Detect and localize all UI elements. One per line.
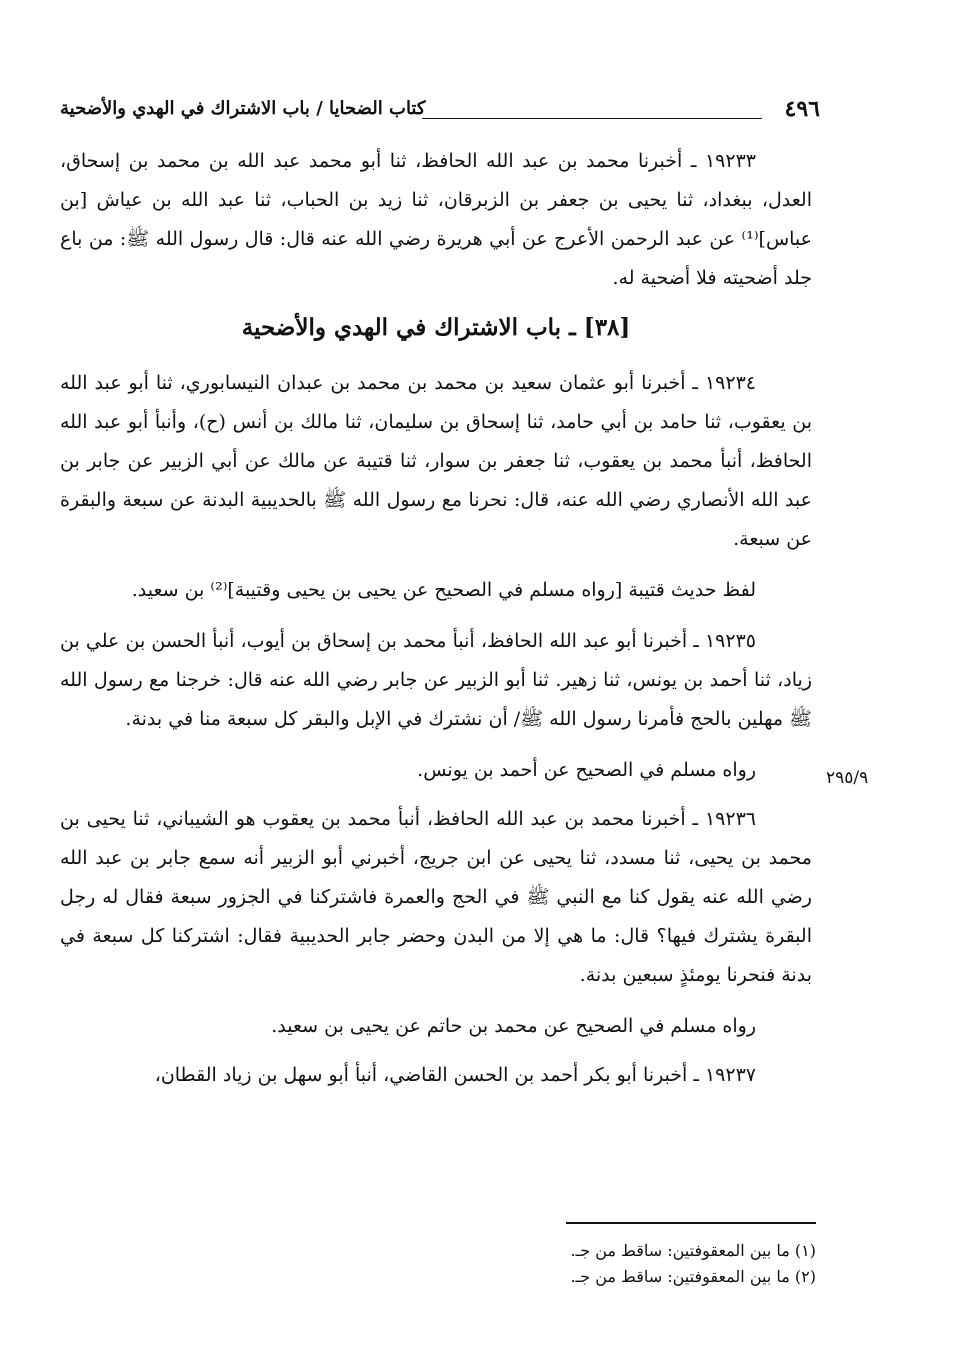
hadith-19234: ١٩٢٣٤ ـ أخبرنا أبو عثمان سعيد بن محمد بن محمد بن عبدان النيسابوري، ثنا أبو عبد الله بن يعقوب، ثنا حامد بن أبي حامد، ثنا إسحاق بن سليمان، ثنا مالك بن أنس (ح)، وأنبأ أبو عبد الله الحافظ، أنبأ محمد بن يعقوب، ثنا جعفر بن سوار، ثنا قتيبة عن مالك عن أبي الزبير عن جابر بن عبد الله الأنصاري رضي الله عنه، قال: نحرنا مع رسول الله ﷺ بالحديبية البدنة عن سبعة والبقرة عن سبعة. (60, 372, 812, 550)
hadith-19233: ١٩٢٣٣ ـ أخبرنا محمد بن عبد الله الحافظ، ثنا أبو محمد عبد الله بن محمد بن إسحاق، العدل، ببغداد، ثنا يحيى بن جعفر بن الزبرقان، ثنا زيد بن الحباب، ثنا عبد الله بن عياش [بن عباس]⁽¹⁾ عن عبد الرحمن الأعرج عن أبي هريرة رضي الله عنه قال: قال رسول الله ﷺ: من باع جلد أضحيته فلا أضحية له. (60, 150, 812, 289)
footnote-2: (٢) ما بين المعقوفتين: ساقط من جـ. (570, 1267, 816, 1286)
footnotes (300, 1238, 816, 1290)
hadith-19236-note: رواه مسلم في الصحيح عن محمد بن حاتم عن يحيى بن سعيد. (271, 1015, 756, 1037)
page-number: ٤٩٦ (784, 96, 820, 122)
hadith-19235: ١٩٢٣٥ ـ أخبرنا أبو عبد الله الحافظ، أنبأ محمد بن إسحاق بن أيوب، أنبأ الحسن بن علي بن زياد، ثنا أحمد بن يونس، ثنا زهير. ثنا أبو الزبير عن جابر رضي الله عنه قال: خرجنا مع رسول الله ﷺ مهلين بالحج فأمرنا رسول الله ﷺ/ أن نشترك في الإبل والبقر كل سبعة منا في بدنة. (60, 630, 812, 730)
header-rule (422, 118, 762, 119)
section-heading: [٣٨] ـ باب الاشتراك في الهدي والأضحية (241, 314, 631, 341)
running-title: كتاب الضحايا / باب الاشتراك في الهدي والأضحية (60, 98, 426, 119)
hadith-19236: ١٩٢٣٦ ـ أخبرنا محمد بن عبد الله الحافظ، أنبأ محمد بن يعقوب هو الشيباني، ثنا يحيى بن محمد بن يحيى، ثنا مسدد، ثنا يحيى عن ابن جريج، أخبرني أبو الزبير أنه سمع جابر بن عبد الله رضي الله عنه يقول كنا مع النبي ﷺ في الحج والعمرة فاشتركنا في الجزور سبعة فقال له رجل البقرة يشترك فيها؟ قال: ما هي إلا من البدن وحضر جابر الحديبية فقال: اشتركنا كل سبعة في بدنة فنحرنا يومئذٍ سبعين بدنة. (60, 808, 812, 986)
hadith-19234-note: لفظ حديث قتيبة [رواه مسلم في الصحيح عن يحيى بن يحيى وقتيبة]⁽²⁾ بن سعيد. (131, 579, 756, 601)
page-body (60, 142, 812, 1107)
margin-volume-page-reference: ٢٩٥/٩ (826, 768, 869, 788)
footnote-1: (١) ما بين المعقوفتين: ساقط من جـ. (570, 1241, 816, 1260)
page-header (60, 96, 820, 136)
footnote-rule (566, 1222, 816, 1224)
hadith-19237: ١٩٢٣٧ ـ أخبرنا أبو بكر أحمد بن الحسن القاضي، أنبأ أبو سهل بن زياد القطان، (154, 1064, 756, 1086)
hadith-19235-note: رواه مسلم في الصحيح عن أحمد بن يونس. (417, 759, 756, 781)
